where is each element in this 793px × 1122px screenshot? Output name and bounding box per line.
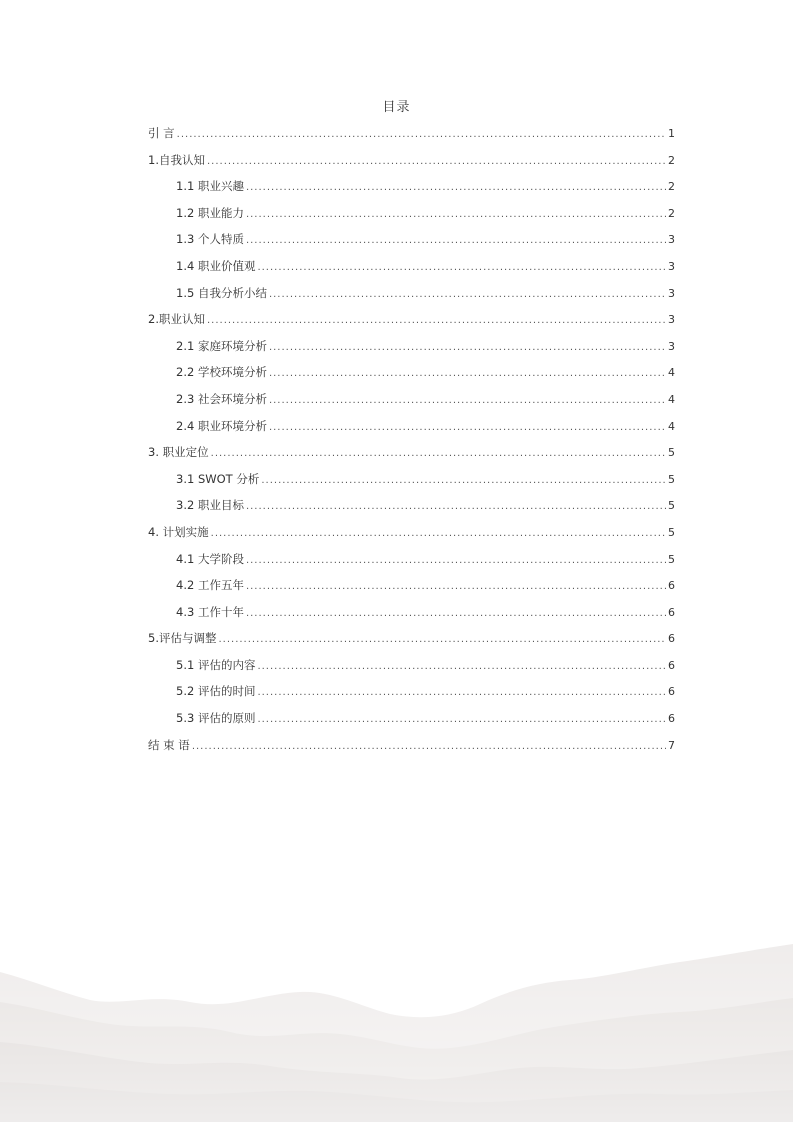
toc-page-number: 4 bbox=[668, 392, 675, 406]
toc-dot-leader bbox=[246, 202, 666, 229]
toc-page-number: 5 bbox=[668, 525, 675, 539]
toc-section-entry[interactable] bbox=[148, 200, 675, 227]
toc-page-number: 5 bbox=[668, 446, 675, 460]
toc-dot-leader bbox=[269, 361, 666, 388]
toc-dot-leader bbox=[211, 441, 666, 468]
toc-page-number: 5 bbox=[668, 499, 675, 513]
toc-page-number: 6 bbox=[668, 658, 675, 672]
toc-section-entry[interactable] bbox=[148, 546, 675, 573]
toc-entry-label: 5.1 评估的内容 bbox=[176, 657, 256, 672]
toc-dot-leader bbox=[246, 574, 666, 601]
mountain-landscape-decoration bbox=[0, 922, 793, 1122]
toc-dot-leader bbox=[218, 627, 666, 654]
toc-section-entry[interactable] bbox=[148, 492, 675, 519]
toc-section-entry[interactable] bbox=[148, 572, 675, 599]
toc-page-number: 6 bbox=[668, 685, 675, 699]
toc-chapter-entry[interactable] bbox=[148, 732, 675, 759]
toc-entry-label: 3. 职业定位 bbox=[148, 445, 209, 460]
toc-page-number: 2 bbox=[668, 153, 675, 167]
toc-page-number: 7 bbox=[668, 738, 675, 752]
toc-section-entry[interactable] bbox=[148, 599, 675, 626]
toc-chapter-entry[interactable] bbox=[148, 519, 675, 546]
toc-dot-leader bbox=[269, 282, 666, 309]
toc-entry-label: 2.2 学校环境分析 bbox=[176, 365, 267, 380]
toc-page-number: 5 bbox=[668, 472, 675, 486]
toc-entry-label: 5.3 评估的原则 bbox=[176, 711, 256, 726]
toc-dot-leader bbox=[257, 654, 666, 681]
toc-dot-leader bbox=[261, 468, 666, 495]
toc-chapter-entry[interactable] bbox=[148, 306, 675, 333]
toc-page-number: 3 bbox=[668, 313, 675, 327]
toc-section-entry[interactable] bbox=[148, 253, 675, 280]
toc-dot-leader bbox=[192, 734, 666, 761]
toc-entry-label: 1.3 个人特质 bbox=[176, 232, 244, 247]
toc-entry-label: 1.自我认知 bbox=[148, 152, 205, 167]
toc-entry-label: 2.4 职业环境分析 bbox=[176, 418, 267, 433]
toc-entry-label: 4.3 工作十年 bbox=[176, 604, 244, 619]
toc-entry-label: 4.1 大学阶段 bbox=[176, 551, 244, 566]
toc-chapter-entry[interactable] bbox=[148, 439, 675, 466]
toc-entry-label: 3.2 职业目标 bbox=[176, 498, 244, 513]
toc-page-number: 6 bbox=[668, 579, 675, 593]
toc-page-number: 3 bbox=[668, 259, 675, 273]
toc-page-number: 2 bbox=[668, 180, 675, 194]
toc-dot-leader bbox=[257, 707, 666, 734]
toc-section-entry[interactable] bbox=[148, 678, 675, 705]
toc-dot-leader bbox=[257, 255, 666, 282]
toc-entry-label: 2.1 家庭环境分析 bbox=[176, 338, 267, 353]
toc-section-entry[interactable] bbox=[148, 280, 675, 307]
toc-entry-label: 引 言 bbox=[148, 126, 175, 140]
toc-page-number: 4 bbox=[668, 419, 675, 433]
toc-dot-leader bbox=[246, 494, 666, 521]
toc-entry-label: 2.3 社会环境分析 bbox=[176, 391, 267, 406]
toc-dot-leader bbox=[246, 548, 666, 575]
toc-section-entry[interactable] bbox=[148, 466, 675, 493]
toc-section-entry[interactable] bbox=[148, 413, 675, 440]
toc-section-entry[interactable] bbox=[148, 333, 675, 360]
toc-page-number: 3 bbox=[668, 339, 675, 353]
toc-dot-leader bbox=[211, 521, 666, 548]
toc-entry-label: 2.职业认知 bbox=[148, 312, 205, 327]
toc-entry-label: 1.5 自我分析小结 bbox=[176, 285, 267, 300]
toc-page-number: 6 bbox=[668, 712, 675, 726]
toc-page-number: 6 bbox=[668, 605, 675, 619]
toc-page-number: 1 bbox=[668, 127, 675, 140]
toc-page-number: 2 bbox=[668, 206, 675, 220]
toc-dot-leader bbox=[269, 335, 666, 362]
toc-entry-label: 4.2 工作五年 bbox=[176, 578, 244, 593]
toc-entry-label: 1.1 职业兴趣 bbox=[176, 179, 244, 194]
toc-dot-leader bbox=[207, 308, 666, 335]
toc-dot-leader bbox=[246, 228, 666, 255]
toc-entry-label: 3.1 SWOT 分析 bbox=[176, 471, 260, 486]
toc-chapter-entry[interactable] bbox=[148, 147, 675, 174]
toc-entry-label: 5.评估与调整 bbox=[148, 631, 217, 646]
toc-section-entry[interactable] bbox=[148, 705, 675, 732]
toc-chapter-entry[interactable] bbox=[148, 625, 675, 652]
toc-entry-label: 4. 计划实施 bbox=[148, 524, 209, 539]
toc-dot-leader bbox=[177, 122, 666, 149]
toc-entry-label: 1.2 职业能力 bbox=[176, 205, 244, 220]
table-of-contents bbox=[148, 120, 675, 758]
toc-page-number: 6 bbox=[668, 632, 675, 646]
toc-entry-label: 1.4 职业价值观 bbox=[176, 258, 256, 273]
toc-page-number: 3 bbox=[668, 286, 675, 300]
toc-section-entry[interactable] bbox=[148, 226, 675, 253]
toc-dot-leader bbox=[257, 680, 666, 707]
toc-section-entry[interactable] bbox=[148, 652, 675, 679]
toc-section-entry[interactable] bbox=[148, 359, 675, 386]
toc-page-number: 4 bbox=[668, 366, 675, 380]
toc-title: 目录 bbox=[382, 100, 411, 115]
toc-section-entry[interactable] bbox=[148, 386, 675, 413]
toc-dot-leader bbox=[207, 149, 666, 176]
toc-entry-label: 5.2 评估的时间 bbox=[176, 684, 256, 699]
toc-entry-label: 结 束 语 bbox=[148, 737, 190, 752]
toc-dot-leader bbox=[269, 415, 666, 442]
toc-chapter-entry[interactable] bbox=[148, 120, 675, 147]
toc-section-entry[interactable] bbox=[148, 173, 675, 200]
toc-page-number: 3 bbox=[668, 233, 675, 247]
toc-dot-leader bbox=[246, 175, 666, 202]
toc-dot-leader bbox=[269, 388, 666, 415]
toc-page-number: 5 bbox=[668, 552, 675, 566]
toc-dot-leader bbox=[246, 601, 666, 628]
